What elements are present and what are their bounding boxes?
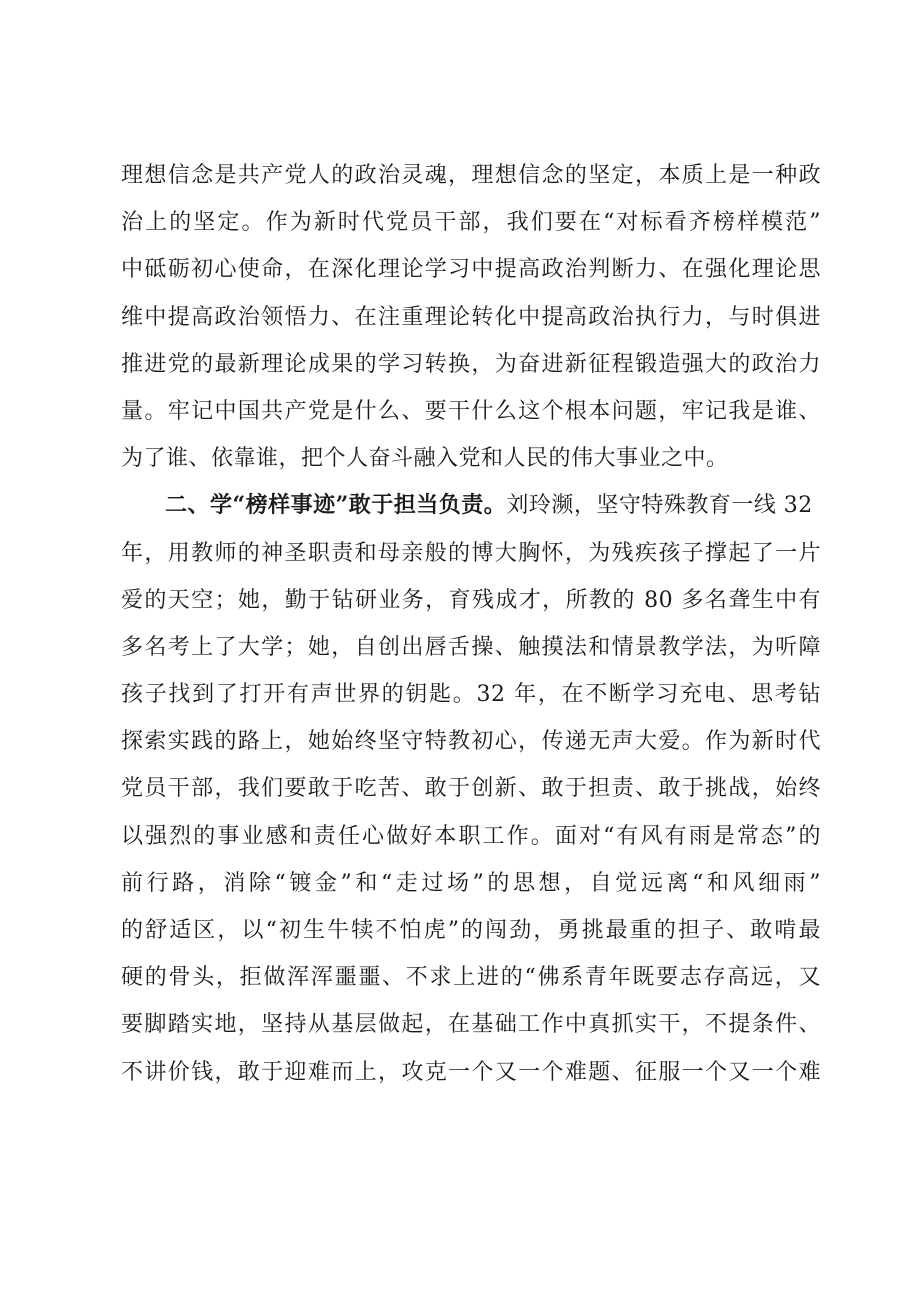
paragraph-line: 爱的天空；她，勤于钻研业务，育残成才，所教的 80 多名聋生中有 [121,587,821,613]
paragraph-line: 为了谁、依靠谁，把个人奋斗融入党和人民的伟大事业之中。 [121,446,729,472]
paragraph-role-model [121,482,821,1095]
paragraph-line: 治上的坚定。作为新时代党员干部，我们要在“对标看齐榜样模范” [121,210,821,236]
paragraph-line: 党员干部，我们要敢于吃苦、敢于创新、敢于担责、敢于挑战，始终 [121,776,821,802]
paragraph-line: 维中提高政治领悟力、在注重理论转化中提高政治执行力，与时俱进 [121,304,821,330]
paragraph-line: 推进党的最新理论成果的学习转换，为奋进新征程锻造强大的政治力 [121,351,821,377]
section-heading: 二、学“榜样事迹”敢于担当负责。 [165,492,507,519]
paragraph-line: 以强烈的事业感和责任心做好本职工作。面对“有风有雨是常态”的 [121,823,821,849]
paragraph-line: 中砥砺初心使命，在深化理论学习中提高政治判断力、在强化理论思 [121,257,821,283]
paragraph-line: 孩子找到了打开有声世界的钥匙。32 年，在不断学习充电、思考钻 [121,682,821,708]
paragraph-line: 硬的骨头，拒做浑浑噩噩、不求上进的“佛系青年既要志存高远，又 [121,965,821,991]
paragraph-line: 理想信念是共产党人的政治灵魂，理想信念的坚定，本质上是一种政 [121,163,821,188]
paragraph-line: 多名考上了大学；她，自创出唇舌操、触摸法和情景教学法，为听障 [121,634,821,660]
paragraph-line: 量。牢记中国共产党是什么、要干什么这个根本问题，牢记我是谁、 [121,398,821,424]
paragraph-first-line [121,482,821,529]
paragraph-line: 年，用教师的神圣职责和母亲般的博大胸怀，为残疾孩子撑起了一片 [121,540,821,566]
first-line-text: 刘玲濒，坚守特殊教育一线 32 [506,493,813,519]
document-body [121,152,821,1096]
paragraph-ideals [121,152,821,482]
paragraph-line: 要脚踏实地，坚持从基层做起，在基础工作中真抓实干，不提条件、 [121,1012,821,1038]
paragraph-line: 不讲价钱，敢于迎难而上，攻克一个又一个难题、征服一个又一个难 [121,1059,821,1085]
paragraph-line: 前行路，消除“镀金”和“走过场”的思想，自觉远离“和风细雨” [121,870,821,896]
paragraph-line: 的舒适区，以“初生牛犊不怕虎”的闯劲，勇挑最重的担子、敢啃最 [121,918,821,943]
paragraph-line: 探索实践的路上，她始终坚守特教初心，传递无声大爱。作为新时代 [121,729,821,755]
